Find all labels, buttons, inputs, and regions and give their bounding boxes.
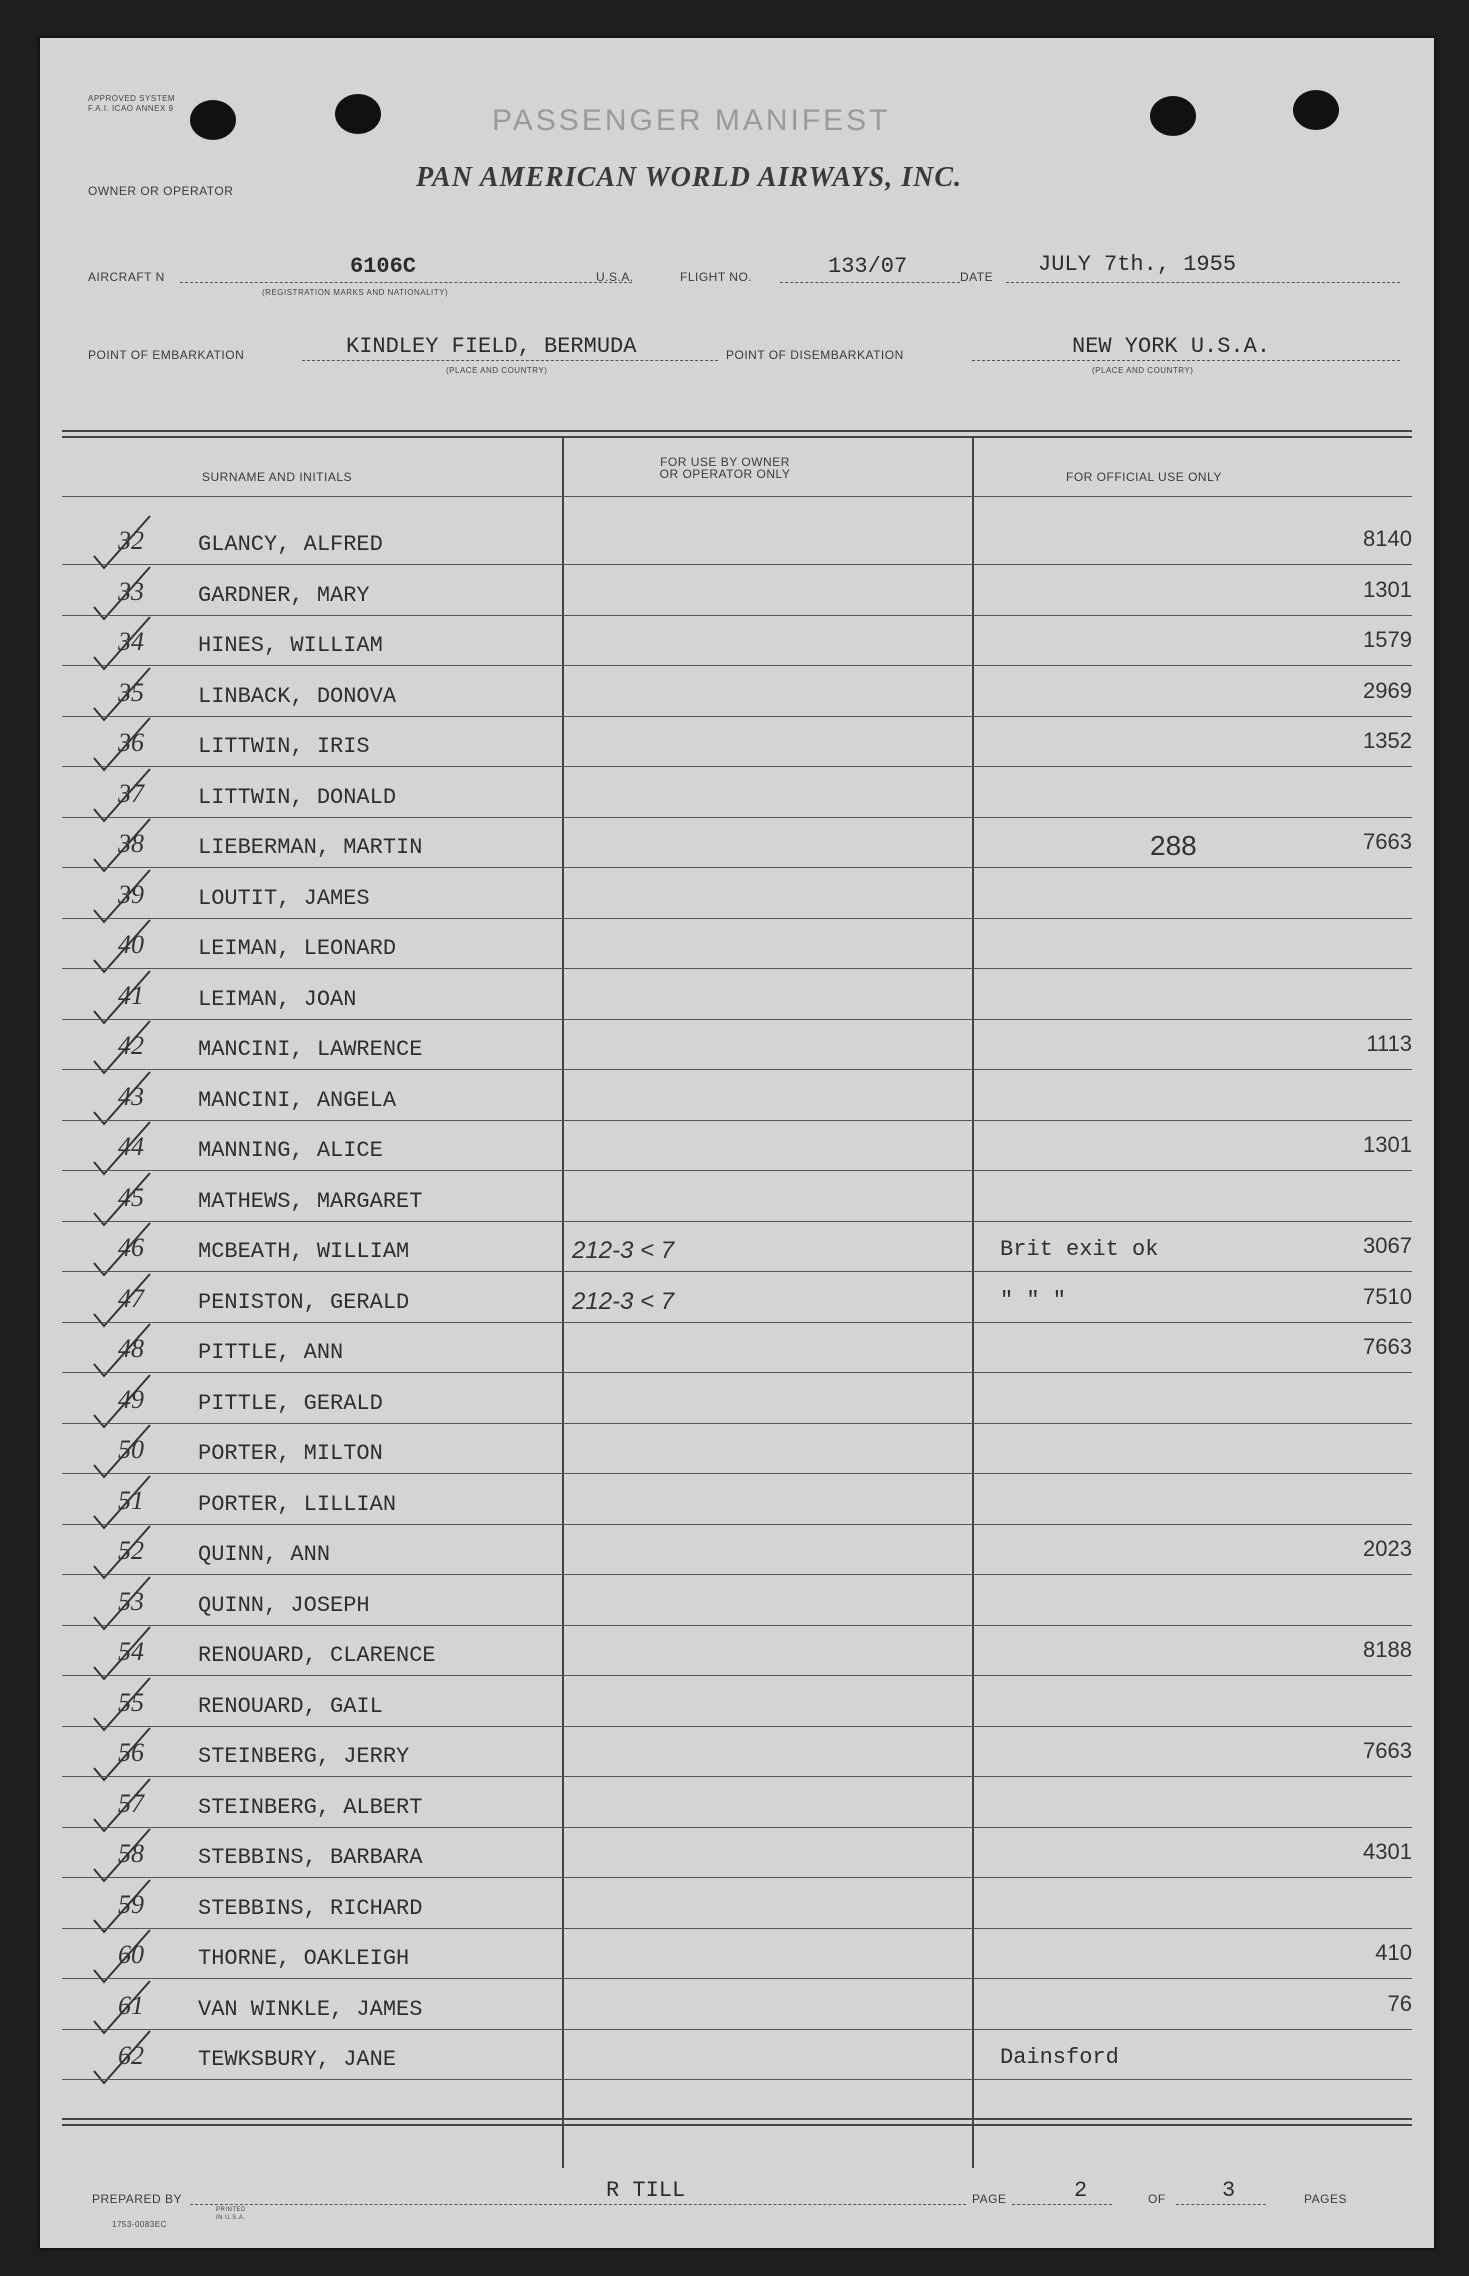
passenger-name: LITTWIN, IRIS [198, 734, 370, 759]
official-code: 76 [1387, 1990, 1412, 2016]
prepared-label: PREPARED BY [92, 2192, 182, 2206]
table-row [40, 1278, 1434, 1326]
row-number: 47 [118, 1283, 144, 1313]
table-row [40, 1884, 1434, 1932]
table-row [40, 1025, 1434, 1073]
row-number: 60 [118, 1940, 144, 1969]
row-number: 62 [118, 2041, 144, 2070]
table-row [40, 520, 1434, 568]
official-code: 1301 [1363, 1132, 1412, 1157]
passenger-name: LIEBERMAN, MARTIN [198, 835, 423, 860]
row-number: 40 [118, 930, 144, 959]
row-rule [62, 1776, 1412, 1777]
row-number: 36 [118, 728, 144, 757]
passenger-name: LEIMAN, LEONARD [198, 936, 397, 961]
passenger-name: MANCINI, LAWRENCE [198, 1037, 423, 1062]
passenger-name: GARDNER, MARY [198, 582, 370, 608]
row-number: 34 [118, 627, 144, 656]
official-code: 8140 [1363, 526, 1412, 551]
embark-underline [302, 360, 718, 361]
flight-label: FLIGHT NO. [680, 270, 753, 284]
table-row [40, 975, 1434, 1023]
row-rule [62, 1726, 1412, 1727]
owner-value: PAN AMERICAN WORLD AIRWAYS, INC. [416, 162, 963, 193]
passenger-name: MANNING, ALICE [198, 1138, 383, 1163]
row-number: 38 [118, 829, 144, 858]
passenger-name: STEBBINS, RICHARD [198, 1895, 423, 1921]
table-top-rule [62, 430, 1412, 432]
passenger-name: LEIMAN, JOAN [198, 986, 357, 1012]
flight-value: 133/07 [828, 254, 908, 279]
table-row [40, 1480, 1434, 1528]
table-bottom-rule-2 [62, 2124, 1412, 2126]
row-number: 48 [118, 1334, 144, 1363]
table-row [40, 823, 1434, 871]
row-number: 37 [118, 778, 144, 808]
row-rule [62, 1271, 1412, 1272]
official-note: Brit exit ok [1000, 1237, 1159, 1262]
official-code: 410 [1375, 1940, 1412, 1965]
passenger-name: RENOUARD, CLARENCE [198, 1643, 436, 1668]
passenger-name: HINES, WILLIAM [198, 633, 383, 658]
table-bottom-rule [62, 2118, 1412, 2120]
page-value: 2 [1074, 2178, 1088, 2203]
date-value: JULY 7th., 1955 [1038, 252, 1237, 277]
table-row [40, 621, 1434, 669]
row-number: 57 [118, 1788, 144, 1818]
printed-note: PRINTED IN U.S.A. [216, 2207, 246, 2221]
official-code: 1301 [1363, 576, 1412, 602]
aircraft-sub: (REGISTRATION MARKS AND NATIONALITY) [262, 288, 449, 297]
row-number: 46 [118, 1233, 144, 1262]
row-rule [62, 665, 1412, 666]
prepared-underline [190, 2204, 966, 2205]
table-top-rule-2 [62, 436, 1412, 438]
official-code: 4301 [1363, 1839, 1412, 1864]
passenger-name: PORTER, LILLIAN [198, 1491, 397, 1517]
embark-sub: (PLACE AND COUNTRY) [446, 366, 548, 375]
row-rule [62, 1675, 1412, 1676]
row-rule [62, 817, 1412, 818]
page-underline [1012, 2204, 1112, 2205]
of-label: OF [1148, 2192, 1166, 2206]
row-rule [62, 918, 1412, 919]
row-rule [62, 1928, 1412, 1929]
row-number: 32 [118, 526, 144, 555]
passenger-name: STEINBERG, JERRY [198, 1744, 410, 1769]
table-row [40, 1934, 1434, 1982]
table-row [40, 1379, 1434, 1427]
passenger-name: QUINN, JOSEPH [198, 1592, 370, 1618]
punch-hole [1150, 96, 1196, 136]
disembark-label: POINT OF DISEMBARKATION [726, 348, 904, 362]
passenger-name: QUINN, ANN [198, 1542, 331, 1567]
official-code: 7663 [1363, 1738, 1412, 1763]
header-bottom-rule [62, 496, 1412, 497]
row-rule [62, 564, 1412, 565]
row-rule [62, 1827, 1412, 1828]
row-number: 35 [118, 677, 144, 707]
official-annotation: 288 [1150, 830, 1197, 861]
row-number: 50 [118, 1435, 144, 1464]
passenger-name: THORNE, OAKLEIGH [198, 1946, 410, 1971]
page-label: PAGE [972, 2192, 1007, 2206]
table-row [40, 773, 1434, 821]
row-rule [62, 1574, 1412, 1575]
row-rule [62, 1120, 1412, 1121]
owner-note: 212-3 < 7 [572, 1287, 675, 1315]
table-row [40, 1076, 1434, 1124]
table-row [40, 1328, 1434, 1376]
aircraft-value: 6106C [350, 254, 417, 279]
official-code: 2023 [1363, 1536, 1412, 1561]
row-rule [62, 1473, 1412, 1474]
date-underline [1006, 282, 1400, 283]
owner-note: 212-3 < 7 [572, 1237, 675, 1264]
row-number: 51 [118, 1485, 144, 1515]
row-number: 52 [118, 1536, 144, 1565]
passenger-name: PITTLE, GERALD [198, 1390, 383, 1416]
passenger-name: VAN WINKLE, JAMES [198, 1996, 423, 2022]
row-number: 55 [118, 1687, 144, 1717]
table-row [40, 1833, 1434, 1881]
row-rule [62, 1978, 1412, 1979]
manifest-page [40, 38, 1434, 2248]
form-title: PASSENGER MANIFEST [492, 104, 891, 137]
official-code: 2969 [1363, 677, 1412, 703]
row-rule [62, 716, 1412, 717]
passenger-name: MCBEATH, WILLIAM [198, 1239, 410, 1264]
punch-hole [335, 94, 381, 134]
table-row [40, 672, 1434, 720]
row-rule [62, 2029, 1412, 2030]
passenger-name: LOUTIT, JAMES [198, 885, 370, 911]
passenger-name: PENISTON, GERALD [198, 1289, 410, 1315]
table-row [40, 2035, 1434, 2083]
official-code: 7663 [1363, 829, 1412, 854]
usa-label: U.S.A. [596, 270, 634, 284]
table-row [40, 924, 1434, 972]
row-number: 45 [118, 1182, 144, 1212]
column-header-surname: SURNAME AND INITIALS [202, 470, 353, 484]
row-number: 42 [118, 1031, 144, 1060]
official-code: 1113 [1366, 1031, 1412, 1056]
row-rule [62, 1524, 1412, 1525]
flight-underline [780, 282, 960, 283]
passenger-name: MATHEWS, MARGARET [198, 1188, 423, 1214]
row-number: 44 [118, 1132, 144, 1161]
column-header-official: FOR OFFICIAL USE ONLY [1066, 470, 1222, 484]
row-rule [62, 1019, 1412, 1020]
embark-label: POINT OF EMBARKATION [88, 348, 245, 362]
passenger-name: STEBBINS, BARBARA [198, 1845, 423, 1870]
approval-note: APPROVED SYSTEM F.A.I. ICAO ANNEX 9 [88, 94, 176, 113]
table-row [40, 1530, 1434, 1578]
disembark-value: NEW YORK U.S.A. [1072, 334, 1271, 359]
row-rule [62, 867, 1412, 868]
row-number: 61 [118, 1990, 144, 2020]
table-row [40, 1227, 1434, 1275]
disembark-sub: (PLACE AND COUNTRY) [1092, 366, 1194, 375]
passenger-name: LINBACK, DONOVA [198, 683, 397, 709]
punch-hole [1293, 90, 1339, 130]
official-note: " " " [1000, 1287, 1067, 1313]
official-code: 7510 [1363, 1283, 1412, 1309]
table-row [40, 1783, 1434, 1831]
passenger-name: PITTLE, ANN [198, 1340, 344, 1365]
table-row [40, 722, 1434, 770]
official-code: 7663 [1363, 1334, 1412, 1359]
row-rule [62, 1221, 1412, 1222]
aircraft-label: AIRCRAFT N [88, 270, 165, 284]
row-number: 54 [118, 1637, 144, 1666]
row-rule [62, 1372, 1412, 1373]
row-number: 59 [118, 1889, 144, 1919]
owner-label: OWNER OR OPERATOR [88, 184, 234, 198]
table-row [40, 1682, 1434, 1730]
form-number: 1753-0083EC [112, 2220, 167, 2229]
row-number: 41 [118, 980, 144, 1010]
table-row [40, 1581, 1434, 1629]
date-label: DATE [960, 270, 994, 284]
prepared-value: R TILL [606, 2178, 686, 2203]
table-row [40, 1631, 1434, 1679]
official-code: 8188 [1363, 1637, 1412, 1662]
row-rule [62, 1625, 1412, 1626]
row-number: 33 [118, 576, 144, 606]
row-number: 43 [118, 1081, 144, 1111]
row-number: 58 [118, 1839, 144, 1868]
passenger-name: RENOUARD, GAIL [198, 1693, 383, 1719]
passenger-name: STEINBERG, ALBERT [198, 1794, 423, 1820]
official-code: 3067 [1363, 1233, 1412, 1258]
table-row [40, 1126, 1434, 1174]
row-number: 53 [118, 1586, 144, 1616]
table-row [40, 1429, 1434, 1477]
pages-label: PAGES [1304, 2192, 1347, 2206]
table-row [40, 1732, 1434, 1780]
table-row [40, 874, 1434, 922]
column-header-owner: FOR USE BY OWNER OR OPERATOR ONLY [659, 455, 791, 481]
punch-hole [190, 100, 236, 140]
table-row [40, 1177, 1434, 1225]
row-rule [62, 2079, 1412, 2080]
row-rule [62, 1069, 1412, 1070]
passenger-name: GLANCY, ALFRED [198, 532, 383, 557]
passenger-name: PORTER, MILTON [198, 1441, 383, 1466]
row-rule [62, 615, 1412, 616]
row-rule [62, 766, 1412, 767]
official-note: Dainsford [1000, 2045, 1119, 2070]
row-number: 56 [118, 1738, 144, 1767]
aircraft-underline [180, 282, 632, 283]
passenger-name: MANCINI, ANGELA [198, 1087, 397, 1113]
of-underline [1176, 2204, 1266, 2205]
of-value: 3 [1222, 2178, 1236, 2203]
official-code: 1352 [1363, 728, 1412, 753]
row-number: 49 [118, 1384, 144, 1414]
row-rule [62, 1170, 1412, 1171]
row-rule [62, 1423, 1412, 1424]
embark-value: KINDLEY FIELD, BERMUDA [346, 334, 637, 359]
official-code: 1579 [1363, 627, 1412, 652]
row-rule [62, 1877, 1412, 1878]
row-number: 39 [118, 879, 144, 909]
passenger-name: TEWKSBURY, JANE [198, 2047, 397, 2072]
disembark-underline [972, 360, 1400, 361]
table-row [40, 571, 1434, 619]
row-rule [62, 968, 1412, 969]
row-rule [62, 1322, 1412, 1323]
table-row [40, 1985, 1434, 2033]
passenger-name: LITTWIN, DONALD [198, 784, 397, 810]
